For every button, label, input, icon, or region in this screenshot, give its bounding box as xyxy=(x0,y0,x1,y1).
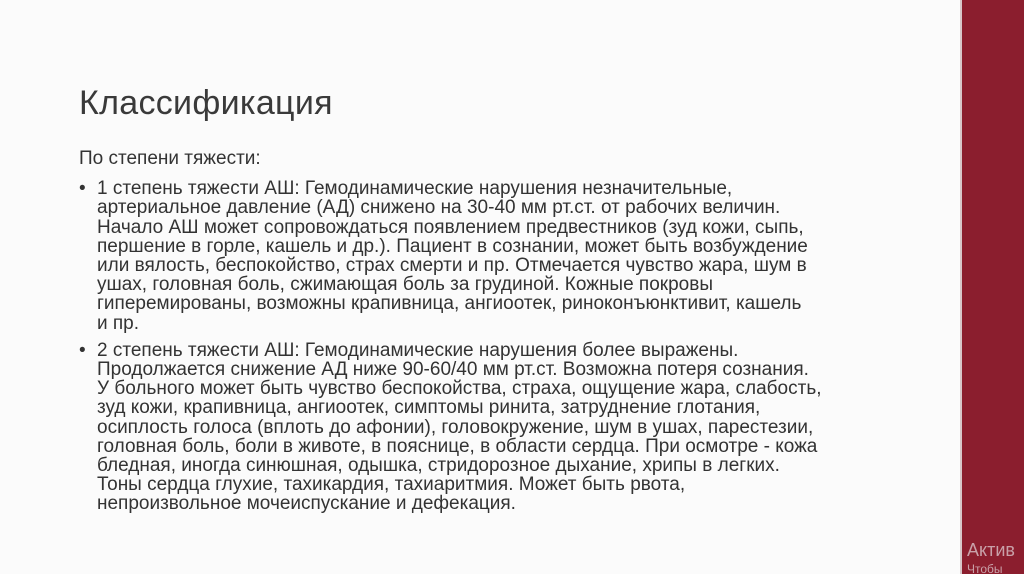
bullet-1-line-5: или вялость, беспокойство, страх смерти и пр. Отмечается чувство жара, шум в xyxy=(97,255,807,277)
slide-body xyxy=(79,149,929,522)
slide-title: Классификация xyxy=(79,84,333,122)
bullet-1-line-6: ушах, головная боль, сжимающая боль за грудиной. Кожные покровы xyxy=(97,274,713,296)
bullet-1-line-2: артериальное давление (АД) снижено на 30-40 мм рт.ст. от рабочих величин. xyxy=(97,197,781,219)
accent-side-band xyxy=(962,0,1024,574)
bullet-1-line-7: гиперемированы, возможны крапивница, ангиоотек, риноконъюнктивит, кашель xyxy=(97,293,802,315)
bullet-1-line-8: и пр. xyxy=(97,312,140,334)
bullet-2-line-4: зуд кожи, крапивница, ангиоотек, симптомы ринита, затруднение глотания, xyxy=(97,397,761,419)
bullet-2-line-6: головная боль, боли в животе, в пояснице, в области сердца. При осмотре - кожа xyxy=(97,435,818,457)
bullet-2-line-1: 2 степень тяжести АШ: Гемодинамические нарушения более выражены. xyxy=(97,339,739,361)
bullet-2-line-3: У больного может быть чувство беспокойства, страха, ощущение жара, слабость, xyxy=(97,378,822,400)
bullet-2-line-8: Тоны сердца глухие, тахикардия, тахиаритмия. Может быть рвота, xyxy=(97,474,686,496)
bullet-2-line-9: непроизвольное мочеиспускание и дефекация. xyxy=(97,493,516,515)
bullet-item-1 xyxy=(79,179,929,333)
bullet-1-line-3: Начало АШ может сопровождаться появлением предвестников (зуд кожи, сыпь, xyxy=(97,216,804,238)
slide-subtitle: По степени тяжести: xyxy=(79,148,261,169)
bullet-dot: • xyxy=(79,178,86,200)
bullet-2-line-2: Продолжается снижение АД ниже 90-60/40 мм рт.ст. Возможна потеря сознания. xyxy=(97,359,809,381)
activation-watermark: Актив xyxy=(967,540,1015,560)
bullet-1-line-4: першение в горле, кашель и др.). Пациент в сознании, может быть возбуждение xyxy=(97,235,808,257)
activation-watermark-subtext: Чтобы xyxy=(967,562,1003,574)
bullet-dot: • xyxy=(79,339,86,361)
bullet-item-2 xyxy=(79,341,929,514)
bullet-1-line-1: 1 степень тяжести АШ: Гемодинамические нарушения незначительные, xyxy=(97,178,733,200)
bullet-2-line-7: бледная, иногда синюшная, одышка, стридорозное дыхание, хрипы в легких. xyxy=(97,455,780,477)
bullet-2-line-5: осиплость голоса (вплоть до афонии), головокружение, шум в ушах, парестезии, xyxy=(97,416,814,438)
